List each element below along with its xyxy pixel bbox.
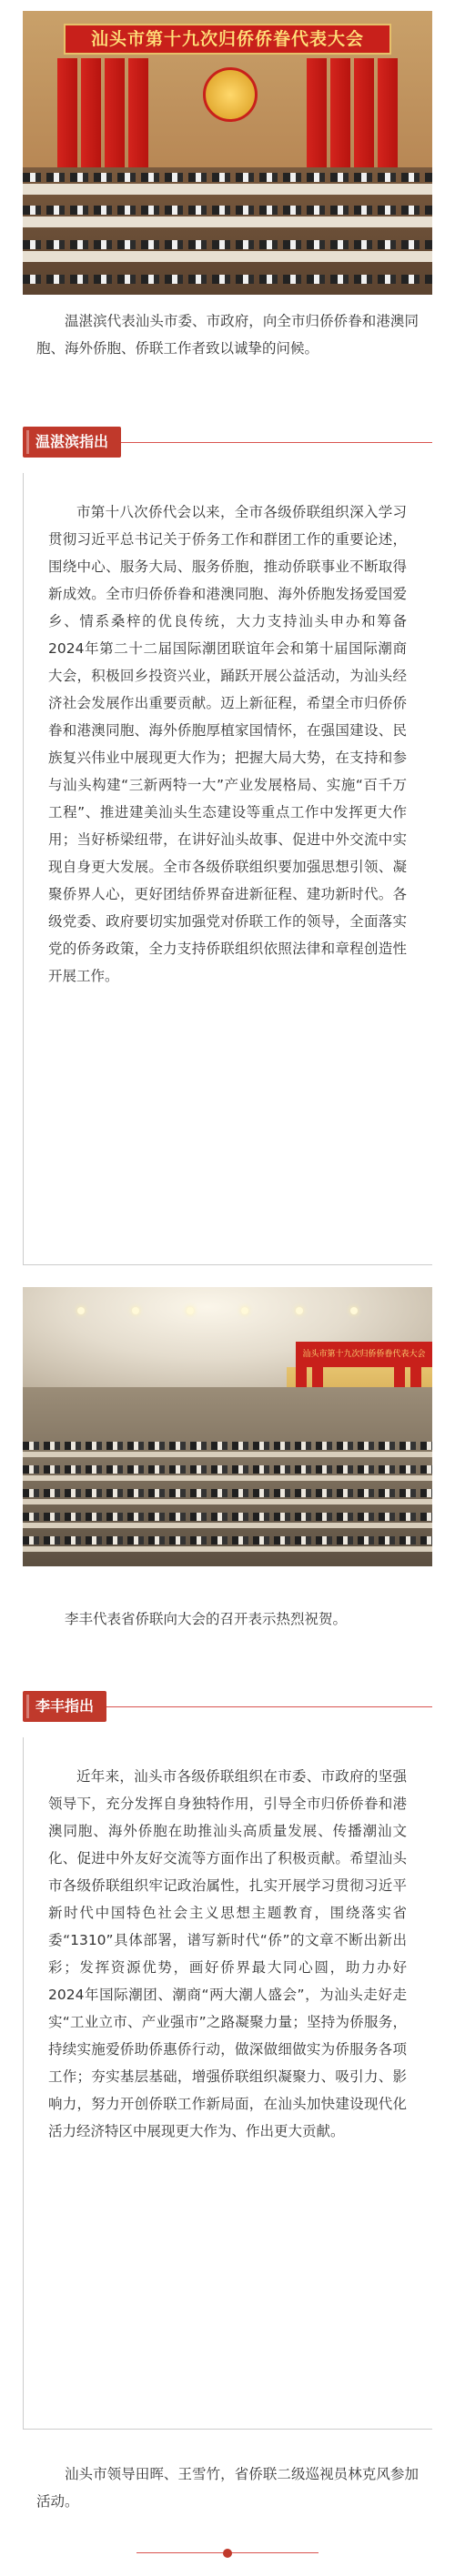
quote-frame-left xyxy=(23,473,24,1264)
section2-body: 近年来，汕头市各级侨联组织在市委、市政府的坚强领导下，充分发挥自身独特作用，引导全市归侨侨眷和港澳同胞、海外侨胞在助推汕头高质量发展、传播潮汕文化、促进中外友好交流等方面作出了积极贡献。希望汕头市各级侨联组织牢记政治属性，扎实开展学习贯彻习近平新时代中国特色社会主义思想主题教育，围绕落实省委“1310”具体部署，谱写新时代“侨”的文章不断出新出彩；发挥资源优势，画好侨界最大同心圆，助力办好2024年国际潮团、潮商“两大潮人盛会”，为汕头走好走实“工业立市、产业强市”之路凝聚力量；坚持为侨服务，持续实施爱侨助侨惠侨行动，做深做细做实为侨服务各项工作；夯实基层基础，增强侨联组织凝聚力、吸引力、影响力，努力开创侨联工作新局面，在汕头加快建设现代化活力经济特区中展现更大作为、作出更大贡献。 xyxy=(48,1768,407,2139)
conference-stage-photo xyxy=(23,11,432,295)
intro-paragraph: 温湛滨代表汕头市委、市政府，向全市归侨侨眷和港澳同胞、海外侨胞、侨联工作者致以诚挚的问候。 xyxy=(36,313,419,357)
red-flags-left xyxy=(57,58,167,167)
closing-paragraph: 汕头市领导田晖、王雪竹，省侨联二级巡视员林克风参加活动。 xyxy=(36,2466,419,2510)
quote-frame-bottom xyxy=(23,2429,432,2430)
quote-frame-bottom xyxy=(23,1264,432,1265)
stage-banner: 汕头市第十九次归侨侨眷代表大会 xyxy=(296,1342,432,1367)
middle-paragraph: 李丰代表省侨联向大会的召开表示热烈祝贺。 xyxy=(65,1611,348,1627)
auditorium-photo xyxy=(23,1287,432,1566)
section-tag-lifeng: 李丰指出 xyxy=(23,1691,106,1722)
section1-body: 市第十八次侨代会以来，全市各级侨联组织深入学习贯彻习近平总书记关于侨务工作和群团工作的重要论述，围绕中心、服务大局、服务侨胞，推动侨联事业不断取得新成效。全市归侨侨眷和港澳同胞、海外侨胞发扬爱国爱乡、情系桑梓的优良传统，大力支持汕头申办和筹备2024年第二十二届国际潮团联谊年会和第十届国际潮商大会，积极回乡投资兴业，踊跃开展公益活动，为汕头经济社会发展作出重要贡献。迈上新征程，希望全市归侨侨眷和港澳同胞、海外侨胞厚植家国情怀，在强国建设、民族复兴伟业中展现更大作为；把握大局大势，在支持和参与汕头构建“三新两特一大”产业发展格局、实施“百千万工程”、推进建美汕头生态建设等重点工作中发挥更大作用；当好桥梁纽带，在讲好汕头故事、促进中外交流中实现自身更大发展。全市各级侨联组织要加强思想引领、凝聚侨界人心，更好团结侨界奋进新征程、建功新时代。各级党委、政府要切实加强党对侨联工作的领导，全面落实党的侨务政策，全力支持侨联组织依照法律和章程创造性开展工作。 xyxy=(48,504,407,984)
quote-frame-left xyxy=(23,1737,24,2429)
red-flags-right xyxy=(288,58,398,167)
stage-banner: 汕头市第十九次归侨侨眷代表大会 xyxy=(64,24,391,55)
section-tag-wenzhanbin: 温湛滨指出 xyxy=(23,427,121,458)
footer-dot-icon xyxy=(223,2549,232,2558)
emblem-icon xyxy=(203,67,258,122)
